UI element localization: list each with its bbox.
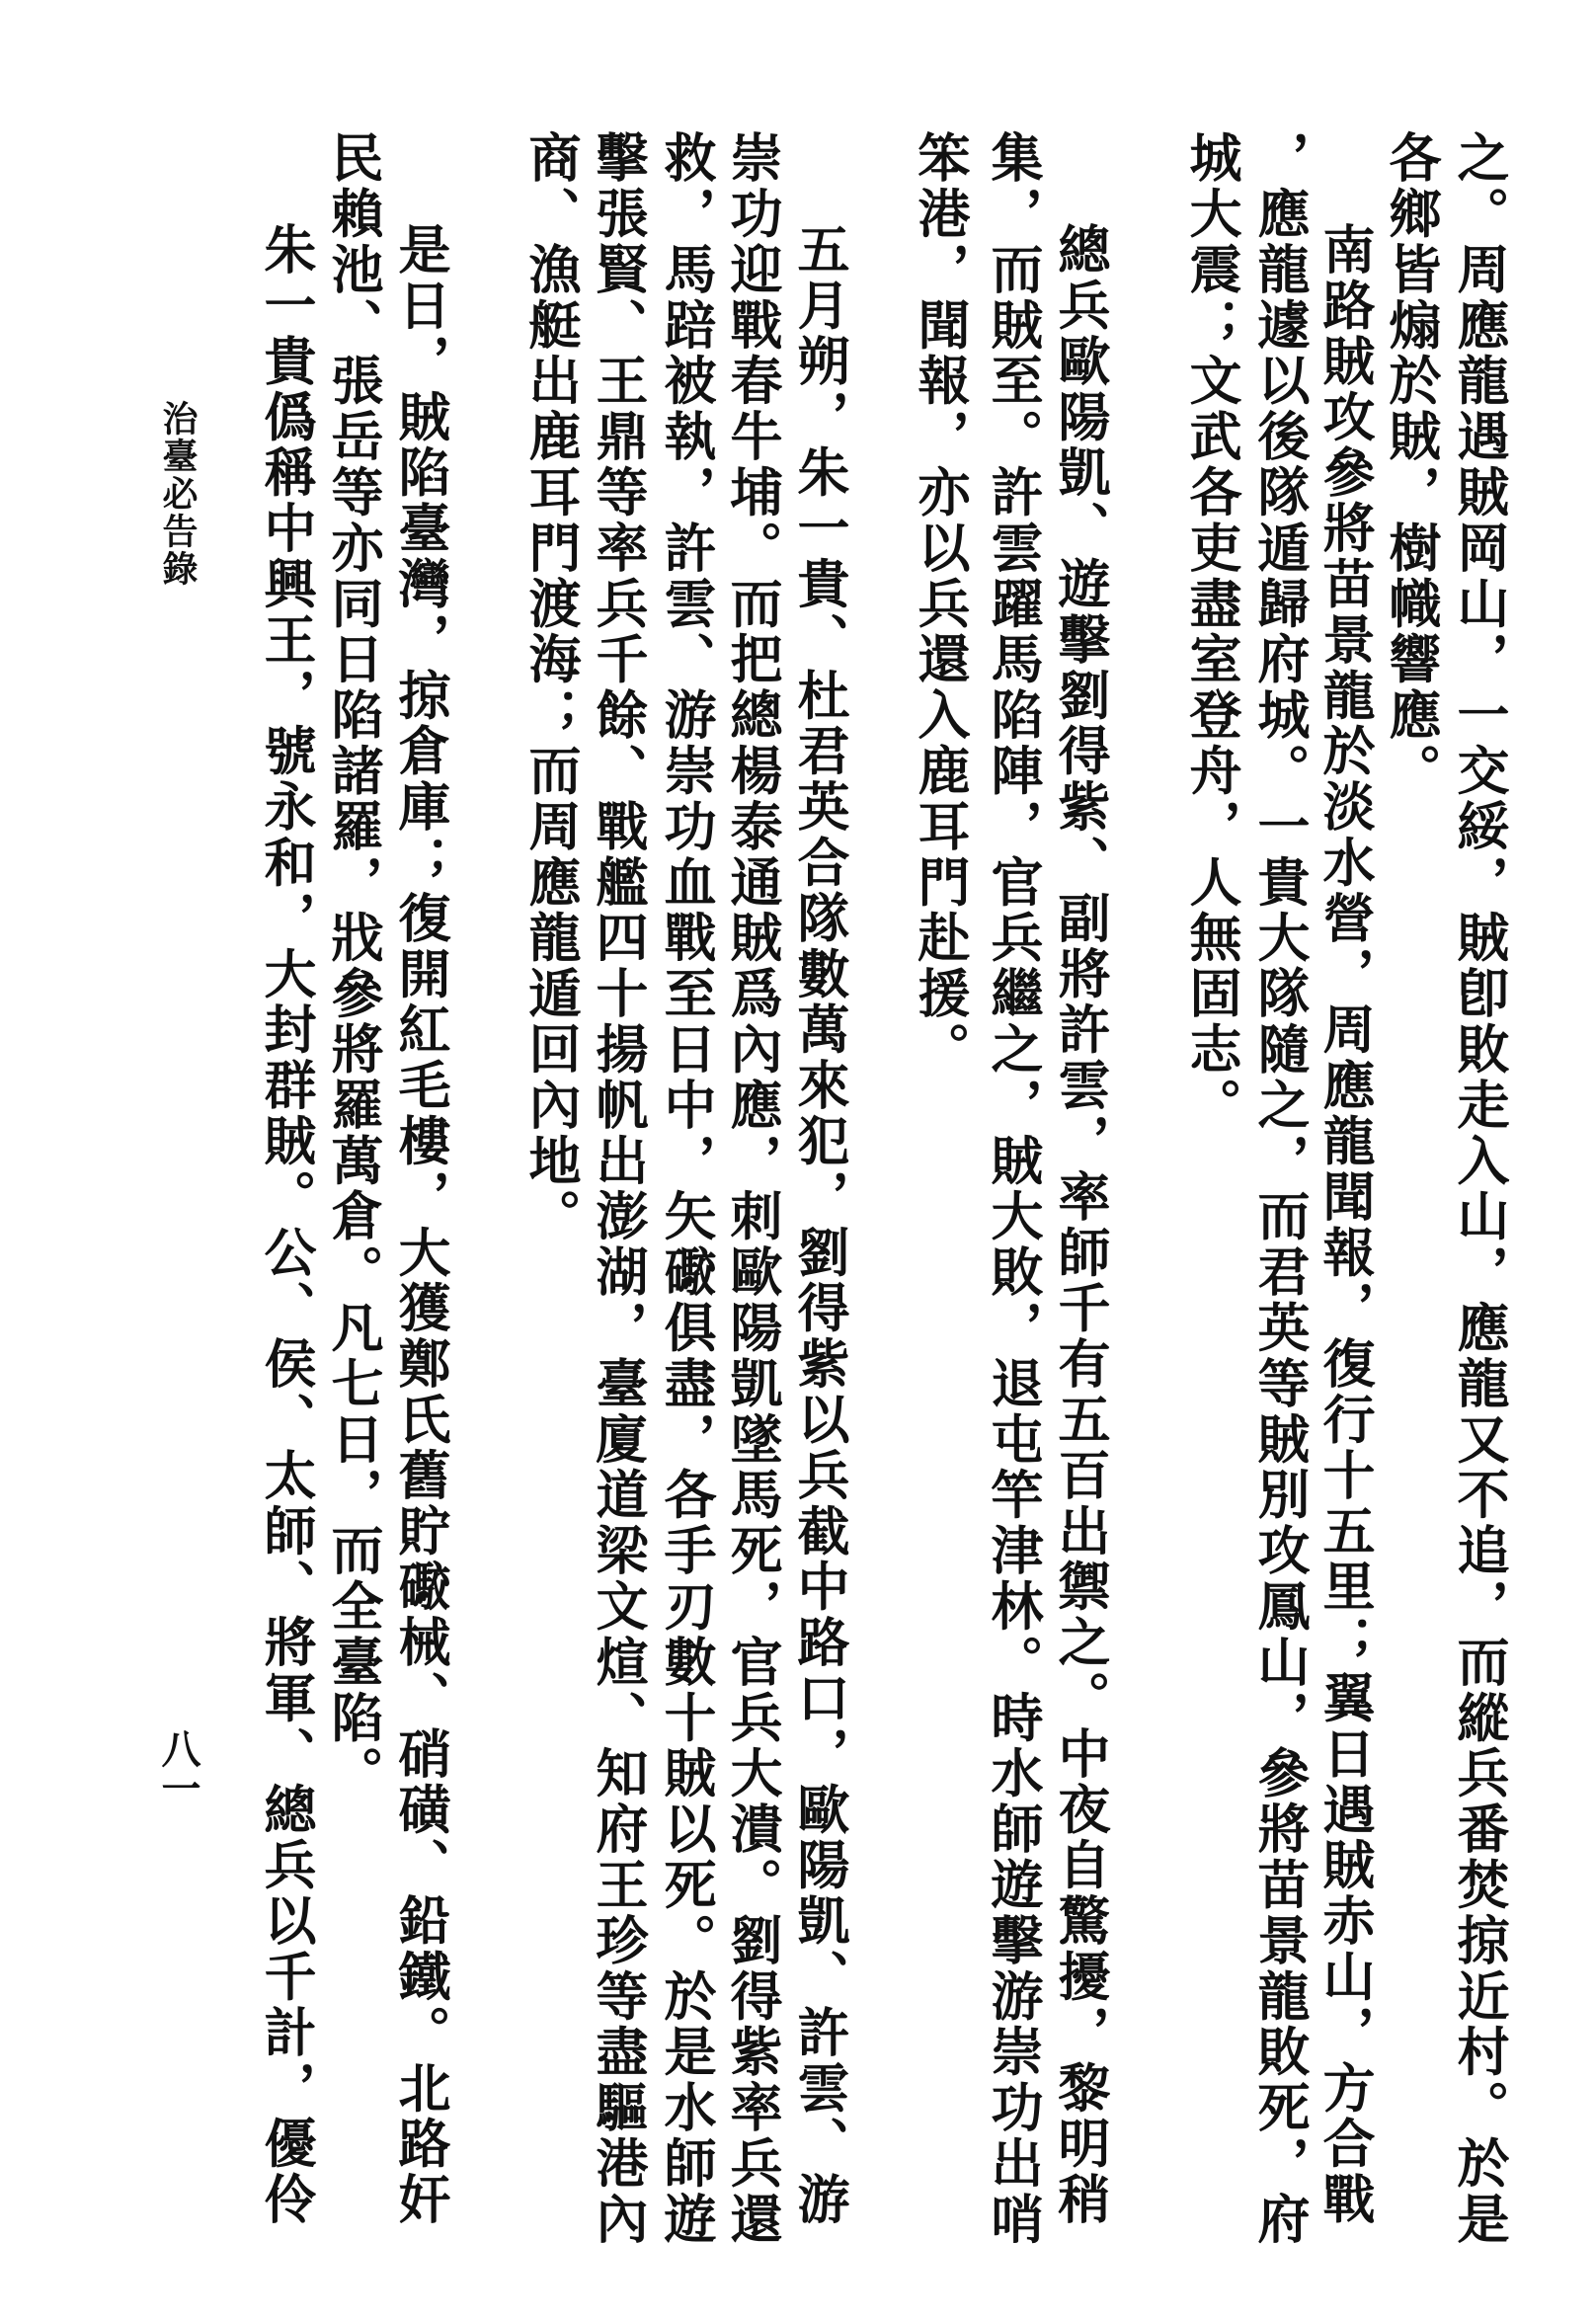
text-column-12: 擊張賢、王鼎等率兵千餘、戰艦四十揚帆出澎湖，臺廈道梁文煊、知府王珍等盡驅港內 xyxy=(588,130,649,2248)
text-column-13: 商、漁艇出鹿耳門渡海；而周應龍遁回內地。 xyxy=(520,130,582,1244)
page-number: 八一 xyxy=(155,1728,201,1807)
text-column-14: 是日，賊陷臺灣，掠倉庫；復開紅毛樓，大獲鄭氏舊貯礮械、硝磺、鉛鐵。北路奸 xyxy=(390,222,451,2228)
text-column-2: 各鄉皆煽於賊，樹幟響應。 xyxy=(1381,130,1442,799)
text-column-15: 民賴池、張岳等亦同日陷諸羅，戕參將羅萬倉。凡七日，而全臺陷。 xyxy=(323,130,384,1801)
text-column-5: 城大震；文武各吏盡室登舟，人無固志。 xyxy=(1181,130,1242,1134)
text-column-3: 南路賊攻參將苗景龍於淡水營，周應龍聞報，復行十五里；翼日遇賊赤山，方合戰 xyxy=(1315,222,1376,2228)
text-column-8: 笨港，聞報，亦以兵還入鹿耳門赴援。 xyxy=(910,130,971,1078)
text-column-11: 救，馬踣被執，許雲、游崇功血戰至日中，矢礮俱盡，各手刃數十賊以死。於是水師遊 xyxy=(656,130,717,2248)
text-column-10: 崇功迎戰春牛埔。而把總楊泰通賊爲內應，刺歐陽凱墜馬死，官兵大潰。劉得紫率兵還 xyxy=(722,130,783,2248)
text-column-7: 集，而賊至。許雲躍馬陷陣，官兵繼之，賊大敗，退屯竿津林。時水師遊擊游崇功出哨 xyxy=(983,130,1044,2248)
text-column-6: 總兵歐陽凱、遊擊劉得紫、副將許雲，率師千有五百出禦之。中夜自驚擾，黎明稍 xyxy=(1050,222,1111,2228)
text-column-16: 朱一貴僞稱中興王，號永和，大封群賊。公、侯、太師、將軍、總兵以千計，優伶 xyxy=(256,222,317,2228)
text-column-4: ，應龍遽以後隊遁歸府城。一貴大隊隨之，而君英等賊別攻鳳山，參將苗景龍敗死，府 xyxy=(1249,130,1311,2248)
text-column-1: 之。周應龍遇賊岡山，一交綏，賊卽敗走入山，應龍又不追，而縱兵番焚掠近村。於是 xyxy=(1449,130,1510,2248)
book-title-header: 治臺必告錄 xyxy=(157,400,199,588)
text-column-9: 五月朔，朱一貴、杜君英合隊數萬來犯，劉得紫以兵截中路口，歐陽凱、許雲、游 xyxy=(789,222,850,2228)
